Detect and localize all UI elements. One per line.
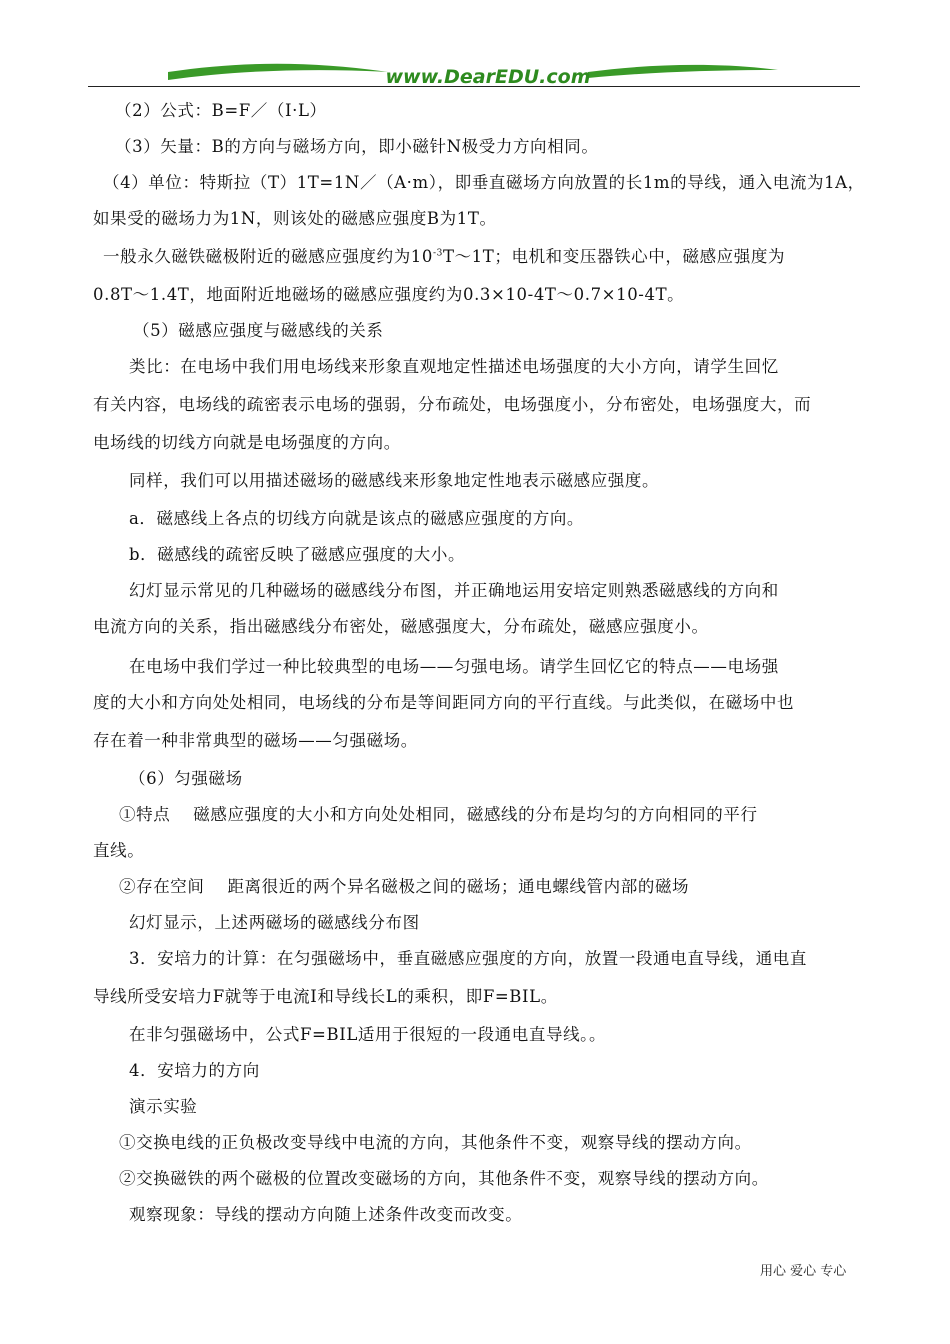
para-unit-cont: 如果受的磁场力为1N，则该处的磁感应强度B为1T。 — [93, 209, 497, 228]
footer-slogan: 用心 爱心 专心 — [760, 1264, 847, 1279]
para-uniform-electric: 在电场中我们学过一种比较典型的电场——匀强电场。请学生回忆它的特点——电场强 — [129, 657, 779, 676]
para-vector: （3）矢量：B的方向与磁场方向，即小磁针N极受力方向相同。 — [115, 137, 599, 156]
para-nonuniform: 在非匀强磁场中，公式F=BIL适用于很短的一段通电直导线。。 — [129, 1025, 607, 1044]
para-analogy-end: 电场线的切线方向就是电场强度的方向。 — [93, 433, 401, 452]
heading-relation: （5）磁感应强度与磁感线的关系 — [133, 321, 384, 340]
item-demo-2: ②交换磁铁的两个磁极的位置改变磁场的方向，其他条件不变，观察导线的摆动方向。 — [119, 1169, 769, 1188]
left-swoosh — [168, 64, 388, 80]
right-swoosh — [588, 65, 778, 78]
item-feature-cont: 直线。 — [93, 841, 145, 860]
para-analogy: 类比：在电场中我们用电场线来形象直观地定性描述电场强度的大小方向，请学生回忆 — [129, 357, 779, 376]
para-ampere-calc: 3．安培力的计算：在匀强磁场中，垂直磁感应强度的方向，放置一段通电直导线，通电直 — [129, 949, 807, 968]
heading-ampere-direction: 4．安培力的方向 — [129, 1061, 260, 1080]
heading-uniform-magnetic: （6）匀强磁场 — [129, 769, 243, 788]
para-analogy-cont: 有关内容，电场线的疏密表示电场的强弱，分布疏处，电场强度小，分布密处，电场强度大，而 — [93, 395, 812, 414]
item-b: b．磁感线的疏密反映了磁感应强度的大小。 — [129, 545, 466, 564]
logo-text: www.DearEDU.com — [385, 66, 591, 88]
para-uniform-electric-cont: 度的大小和方向处处相同，电场线的分布是等间距同方向的平行直线。与此类似，在磁场中也 — [93, 693, 795, 712]
para-similarly: 同样，我们可以用描述磁场的磁感线来形象地定性地表示磁感应强度。 — [129, 471, 660, 490]
para-uniform-electric-end: 存在着一种非常典型的磁场——匀强磁场。 — [93, 731, 418, 750]
item-feature: ①特点 磁感应强度的大小和方向处处相同，磁感线的分布是均匀的方向相同的平行 — [119, 805, 758, 824]
site-header-logo — [88, 58, 860, 94]
para-ampere-calc-cont: 导线所受安培力F就等于电流I和导线长L的乘积，即F=BIL。 — [93, 987, 558, 1006]
para-formula: （2）公式：B=F／（I·L） — [115, 101, 327, 120]
para-slide-two: 幻灯显示，上述两磁场的磁感线分布图 — [129, 913, 420, 932]
item-a: a．磁感线上各点的切线方向就是该点的磁感应强度的方向。 — [129, 509, 585, 528]
header-rule — [88, 86, 860, 87]
para-observation: 观察现象：导线的摆动方向随上述条件改变而改变。 — [129, 1205, 523, 1224]
para-slide-cont: 电流方向的关系，指出磁感线分布密处，磁感强度大，分布疏处，磁感应强度小。 — [93, 617, 709, 636]
item-space: ②存在空间 距离很近的两个异名磁极之间的磁场；通电螺线管内部的磁场 — [119, 877, 690, 896]
heading-demo: 演示实验 — [129, 1097, 198, 1116]
item-demo-1: ①交换电线的正负极改变导线中电流的方向，其他条件不变，观察导线的摆动方向。 — [119, 1133, 752, 1152]
para-magnet: 一般永久磁铁磁极附近的磁感应强度约为$10^{-3}T\sim 1T$；电机和变压器铁心中，磁感应强度为 — [103, 247, 786, 266]
para-slide: 幻灯显示常见的几种磁场的磁感线分布图，并正确地运用安培定则熟悉磁感线的方向和 — [129, 581, 779, 600]
para-magnet-cont: 0.8T～1.4T，地面附近地磁场的磁感应强度约为0.3×10-4T～0.7×10-4T。 — [93, 285, 685, 304]
para-unit: （4）单位：特斯拉（T）1T=1N／（A·m），即垂直磁场方向放置的长1m的导线，通入电流为1A， — [103, 173, 865, 192]
